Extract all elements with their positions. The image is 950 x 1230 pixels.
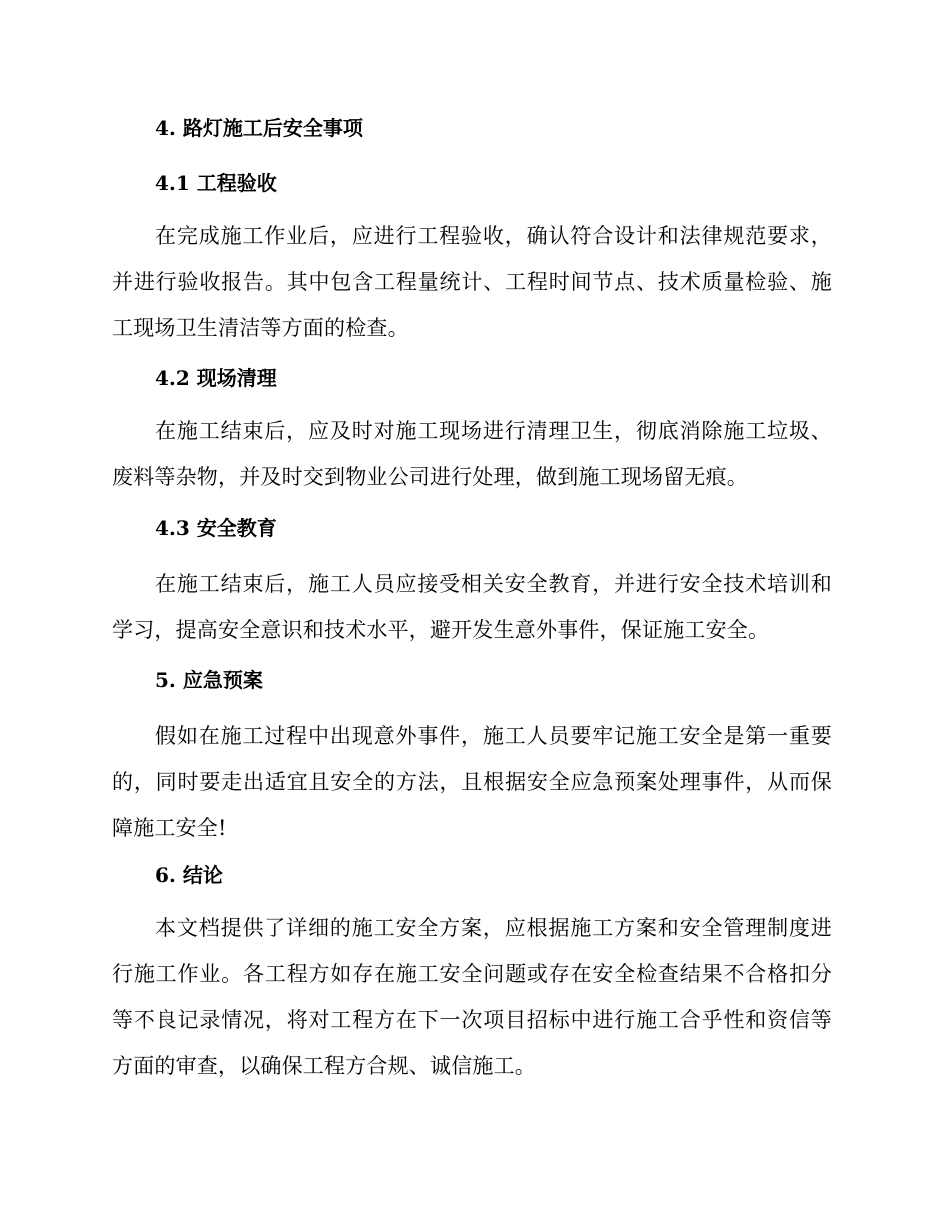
section-heading-5: 5. 应急预案 [155, 668, 263, 692]
section-paragraph-4-3: 在施工结束后，施工人员应接受相关安全教育，并进行安全技术培训和学习，提高安全意识和技术水平，避开发生意外事件，保证施工安全。 [112, 572, 832, 642]
section-paragraph-4-2: 在施工结束后，应及时对施工现场进行清理卫生，彻底消除施工垃圾、废料等杂物，并及时交到物业公司进行处理，做到施工现场留无痕。 [112, 419, 832, 489]
section-heading-6: 6. 结论 [155, 863, 223, 887]
section-heading-4-1: 4.1 工程验收 [155, 171, 277, 195]
section-heading-4-3: 4.3 安全教育 [155, 516, 277, 540]
section-paragraph-4-1: 在完成施工作业后，应进行工程验收，确认符合设计和法律规范要求，并进行验收报告。其中包含工程量统计、工程时间节点、技术质量检验、施工现场卫生清洁等方面的检查。 [112, 224, 832, 340]
section-paragraph-6: 本文档提供了详细的施工安全方案，应根据施工方案和安全管理制度进行施工作业。各工程方如存在施工安全问题或存在安全检查结果不合格扣分等不良记录情况，将对工程方在下一次项目招标中进行施工合乎性和资信等方面的审查，以确保工程方合规、诚信施工。 [112, 916, 832, 1078]
section-heading-4: 4. 路灯施工后安全事项 [155, 116, 363, 140]
section-heading-4-2: 4.2 现场清理 [155, 366, 277, 390]
section-paragraph-5: 假如在施工过程中出现意外事件，施工人员要牢记施工安全是第一重要的，同时要走出适宜且安全的方法，且根据安全应急预案处理事件，从而保障施工安全! [112, 724, 832, 840]
